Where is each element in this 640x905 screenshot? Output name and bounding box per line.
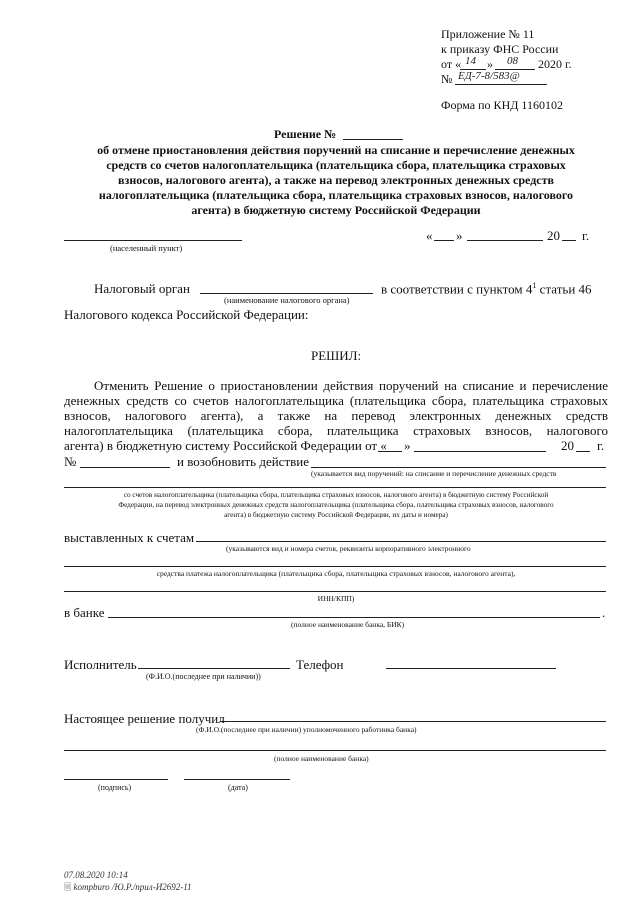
body-year-suffix: г.: [597, 438, 605, 453]
bank-line: [108, 617, 600, 618]
body-line-2: денежных средств со счетов налогоплательщика (плательщика сбора, плательщика страховых: [64, 393, 608, 408]
order-day: 14: [465, 55, 476, 67]
place-line: [64, 240, 242, 241]
accounts-caption-3: ИНН/КПП): [317, 594, 355, 603]
bank-dot: .: [602, 605, 606, 620]
decision-number-line: [343, 139, 403, 140]
document-icon: 🗏: [64, 882, 72, 892]
body-caption-2-line-1: со счетов налогоплательщика (плательщика сбора, плательщика страховых взносов, налогового агента) в бюджетную систему Российской: [123, 491, 549, 499]
date-day-line: [434, 240, 454, 241]
authority-caption: (наименование налогового органа): [224, 295, 350, 305]
order-number: ЕД-7-8/583@: [458, 70, 520, 82]
body-number-label: №: [64, 454, 77, 469]
authority-line: [200, 293, 373, 294]
order-date-prefix: от «: [441, 57, 462, 71]
order-year: 2020 г.: [538, 57, 572, 71]
place-caption: (населенный пункт): [110, 243, 183, 253]
accounts-line-1: [196, 541, 606, 542]
order-month: 08: [507, 55, 518, 67]
body-resume-line: [311, 467, 606, 468]
title-line-2: средств со счетов налогоплательщика (плательщика сбора, плательщика страховых: [106, 158, 566, 172]
date-year-suffix: г.: [582, 228, 590, 243]
body-line-4: налогоплательщика (плательщика сбора, плательщика страховых взносов, налогового: [64, 423, 608, 438]
bank-label: в банке: [64, 605, 105, 620]
form-code: Форма по КНД 1160102: [441, 98, 563, 112]
body-year-line: [576, 451, 590, 452]
received-bank-line: [64, 750, 606, 751]
authority-line2: Налогового кодекса Российской Федерации:: [64, 307, 309, 322]
body-caption-1: (указывается вид поручений: на списание и перечисление денежных средств: [311, 469, 557, 478]
body-month-line: [414, 451, 546, 452]
order-date-quote: »: [487, 57, 493, 71]
authority-basis-sup: 1: [532, 281, 537, 290]
authority-basis-tail: статьи 46: [539, 281, 592, 297]
executor-line: [138, 668, 290, 669]
title-line-4: налогоплательщика (плательщика сбора, плательщика страховых взносов, налогового: [98, 188, 574, 202]
order-number-prefix: №: [441, 72, 453, 86]
accounts-label: выставленных к счетам: [64, 530, 195, 545]
body-number-line: [80, 467, 170, 468]
date-line: [184, 779, 290, 780]
date-caption: (дата): [228, 783, 248, 792]
body-caption-2-line-3: агента) в бюджетную систему Российской Федерации, их даты и номера): [224, 511, 448, 519]
resolved-label: РЕШИЛ:: [311, 348, 362, 363]
body-last-line: агента) в бюджетную систему Российской Федерации от «: [64, 438, 387, 453]
date-month-line: [467, 240, 543, 241]
authority-basis-text: в соответствии с пунктом 4: [381, 281, 533, 297]
order-label: к приказу ФНС России: [441, 42, 559, 56]
date-year-line: [562, 240, 576, 241]
date-open-quote: «: [426, 228, 433, 243]
signature-line: [64, 779, 168, 780]
executor-label: Исполнитель: [64, 657, 137, 672]
accounts-caption-1: (указываются вид и номера счетов, реквизиты корпоративного электронного: [226, 544, 471, 553]
executor-caption: (Ф.И.О.(последнее при наличии)): [146, 672, 261, 681]
received-label: Настоящее решение получил: [64, 711, 225, 726]
received-line: [220, 721, 606, 722]
footer-file-text: kompburo /Ю.Р./прил-И2692-11: [73, 882, 192, 892]
appendix-label: Приложение № 11: [441, 27, 535, 41]
accounts-line-2: [64, 566, 606, 567]
order-number-line: [455, 84, 547, 85]
body-year-prefix: 20: [561, 438, 574, 453]
received-caption-2: (полное наименование банка): [274, 754, 369, 763]
date-close-quote: »: [456, 228, 463, 243]
decision-title: Решение №: [274, 127, 337, 141]
received-caption-1: (Ф.И.О.(последнее при наличии) уполномоченного работника банка): [196, 725, 417, 734]
body-line-3: взносов, налогового агента), а также на перевод электронных денежных средств: [64, 408, 608, 423]
authority-label: Налоговый орган: [94, 281, 190, 296]
date-year-prefix: 20: [547, 228, 560, 243]
body-close-quote: »: [404, 438, 411, 453]
phone-line: [386, 668, 556, 669]
accounts-line-3: [64, 591, 606, 592]
signature-caption: (подпись): [98, 783, 132, 792]
body-caption-2-line-2: Федерации, на перевод электронных денежных средств налогоплательщика (плательщика сбора, плательщика страховых взносов, налогового: [118, 501, 554, 509]
accounts-caption-2: средства платежа налогоплательщика (плательщика сбора, плательщика страховых взносов, налогового агента),: [156, 569, 516, 578]
body-day-line: [378, 451, 402, 452]
title-line-5: агента) в бюджетную систему Российской Федерации: [191, 203, 481, 217]
footer-file: [64, 880, 192, 896]
title-line-3: взносов, налогового агента), а также на перевод электронных денежных средств: [118, 173, 554, 187]
authority-basis: [381, 281, 592, 297]
body-resume-label: и возобновить действие: [177, 454, 309, 469]
bank-caption: (полное наименование банка, БИК): [291, 620, 405, 629]
phone-label: Телефон: [296, 657, 344, 672]
body-line-1: Отменить Решение о приостановлении действия поручений на списание и перечисление: [94, 378, 608, 393]
title-line-1: об отмене приостановления действия поручений на списание и перечисление денежных: [97, 143, 575, 157]
footer-timestamp: 07.08.2020 10:14: [64, 870, 128, 880]
body-extra-line: [64, 487, 606, 488]
